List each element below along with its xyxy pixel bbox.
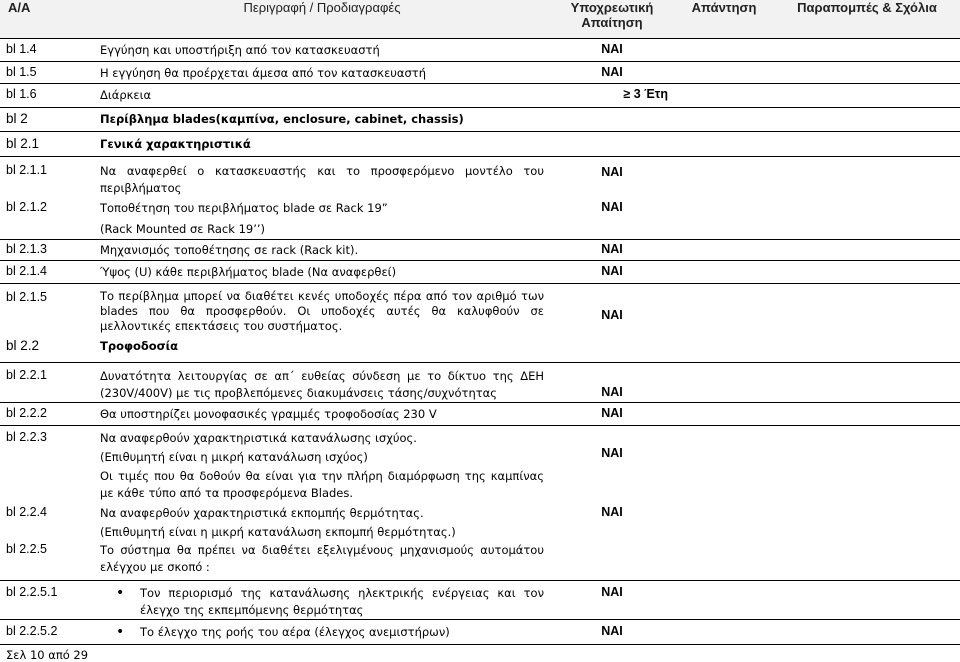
row-references [774, 363, 960, 403]
row-description [94, 83, 550, 107]
row-id: bl 2.2.4 [6, 505, 48, 519]
row-text: Να αναφερθεί ο κατασκευαστής και το προσφερόμενο μοντέλο του περιβλήματος [100, 163, 544, 195]
row-description [94, 107, 550, 131]
table-row [0, 542, 960, 580]
bullet-list [100, 624, 544, 641]
row-answer [674, 426, 774, 503]
bullet-item: • Τον περιορισμό της κατανάλωσης ηλεκτρικής ενέργειας και τον έλεγχο της εκπεμπόμενης θερμότητας [100, 585, 544, 619]
row-description [94, 338, 550, 363]
table-header-row [0, 0, 960, 38]
row-answer [674, 363, 774, 403]
table-row [0, 502, 960, 542]
row-description [94, 542, 550, 580]
row-required: ΝΑΙ [550, 61, 674, 83]
table-row [0, 83, 960, 107]
row-id: bl 2.1.3 [0, 240, 94, 261]
row-required: ΝΑΙ [601, 505, 623, 519]
row-required: ΝΑΙ [550, 240, 674, 261]
row-description [94, 197, 550, 240]
row-references [774, 61, 960, 83]
row-references [774, 131, 960, 156]
row-text: Να αναφερθούν χαρακτηριστικά εκπομπής θερμότητας. [100, 506, 424, 520]
row-text: Οι τιμές που θα δοθούν θα είναι για την πλήρη διαμόρφωση της καμπίνας με κάθε τύπο από τα προσφερόμενα Blades. [100, 469, 544, 500]
row-references [774, 240, 960, 261]
row-text: Περίβλημα blades(καμπίνα, enclosure, cabinet, chassis) [100, 111, 464, 126]
row-required [550, 542, 674, 580]
row-id: bl 2 [0, 107, 94, 131]
row-references [774, 542, 960, 580]
table-row [0, 240, 960, 261]
row-references [774, 619, 960, 644]
row-answer [674, 61, 774, 83]
row-references [774, 502, 960, 542]
row-answer [674, 580, 774, 619]
row-answer [674, 542, 774, 580]
row-id: bl 1.6 [0, 83, 94, 107]
row-id: bl 1.5 [0, 61, 94, 83]
row-answer [674, 156, 774, 197]
table-row [0, 284, 960, 338]
row-references [774, 338, 960, 363]
row-id: bl 2.2.5.2 [0, 619, 94, 644]
row-answer [674, 403, 774, 426]
row-text: Τοποθέτηση του περιβλήματος blade σε Rack 19” [100, 200, 388, 215]
table-row [0, 156, 960, 197]
row-text: (Rack Mounted σε Rack 19’’) [100, 221, 265, 236]
header-required [550, 0, 674, 38]
row-references [774, 426, 960, 503]
row-text: Θα υποστηρίζει μονοφασικές γραμμές τροφοδοσίας 230 V [100, 407, 437, 421]
row-description [94, 363, 550, 403]
row-description [94, 403, 550, 426]
row-id: bl 2.1.5 [6, 290, 48, 304]
row-description [94, 61, 550, 83]
row-description [94, 240, 550, 261]
row-text: Γενικά χαρακτηριστικά [100, 136, 251, 151]
row-id: bl 2.2.1 [0, 363, 94, 403]
row-required: ΝΑΙ [601, 446, 623, 460]
table-row [0, 580, 960, 619]
row-text: Ύψος (U) κάθε περιβλήματος blade (Να αναφερθεί) [100, 265, 397, 279]
row-text: (Επιθυμητή είναι η μικρή κατανάλωση εκπομπή θερμότητας.) [100, 525, 456, 539]
row-text: Το περίβλημα μπορεί να διαθέτει κενές υποδοχές πέρα από τον αριθμό των blades που θα προσφερθούν. Οι υποδοχές αυτές θα καλυφθούν σε μελλοντικές επεκτάσεις του συστήματος. [100, 289, 544, 333]
header-description: Περιγραφή / Προδιαγραφές [94, 0, 550, 38]
row-text: Να αναφερθούν χαρακτηριστικά κατανάλωσης ισχύος. [100, 431, 417, 445]
row-answer [674, 107, 774, 131]
row-answer [674, 197, 774, 240]
row-description [94, 502, 550, 542]
row-answer [674, 284, 774, 338]
row-description [94, 426, 550, 503]
row-references [774, 197, 960, 240]
row-text: Η εγγύηση θα προέρχεται άμεσα από τον κατασκευαστή [100, 65, 427, 80]
row-references [774, 261, 960, 284]
header-answer: Απάντηση [674, 0, 774, 38]
row-answer [674, 38, 774, 61]
row-required: ΝΑΙ [550, 261, 674, 284]
row-references [774, 156, 960, 197]
table-row [0, 338, 960, 363]
table-row [0, 107, 960, 131]
row-text: Διάρκεια [100, 87, 152, 102]
table-row [0, 403, 960, 426]
table-row [0, 197, 960, 240]
row-id: bl 2.1.1 [6, 162, 48, 177]
row-required: ΝΑΙ [550, 197, 674, 240]
header-references: Παραπομπές & Σχόλια [774, 0, 960, 38]
row-description [94, 156, 550, 197]
row-answer [674, 619, 774, 644]
row-answer [674, 240, 774, 261]
row-text: Μηχανισμός τοποθέτησης σε rack (Rack kit). [100, 243, 359, 257]
row-description [94, 284, 550, 338]
row-id: bl 2.1.4 [0, 261, 94, 284]
row-required: ΝΑΙ [550, 403, 674, 426]
row-id: bl 2.2.5 [0, 542, 94, 580]
row-required: ΝΑΙ [550, 580, 674, 619]
table-row [0, 61, 960, 83]
table-row [0, 426, 960, 503]
row-id: bl 2.2.2 [0, 403, 94, 426]
table-row [0, 131, 960, 156]
row-references [774, 38, 960, 61]
row-required [550, 338, 674, 363]
row-answer [674, 83, 774, 107]
row-id: bl 2.2 [0, 338, 94, 363]
row-answer [674, 261, 774, 284]
row-id: bl 2.2.3 [6, 430, 48, 444]
table-row [0, 261, 960, 284]
page-number: Σελ 10 από 29 [6, 648, 89, 662]
row-references [774, 107, 960, 131]
row-text: (Επιθυμητή είναι η μικρή κατανάλωση ισχύος) [100, 450, 368, 464]
row-description [94, 261, 550, 284]
row-description [94, 580, 550, 619]
row-id: bl 1.4 [0, 38, 94, 61]
row-text: Τροφοδοσία [100, 338, 179, 353]
row-required [550, 107, 674, 131]
row-references [774, 83, 960, 107]
row-references [774, 284, 960, 338]
table-row [0, 619, 960, 644]
header-required-line2: Απαίτηση [581, 15, 643, 30]
row-required: ΝΑΙ [601, 308, 623, 322]
header-required-line1: Υποχρεωτική [570, 0, 654, 15]
bullet-item: • Το έλεγχο της ροής του αέρα (έλεγχος ανεμιστήρων) [100, 624, 544, 641]
header-id: Α/Α [0, 0, 94, 38]
row-answer [674, 131, 774, 156]
row-text: Δυνατότητα λειτουργίας σε απ΄ ευθείας σύνδεση με το δίκτυο της ΔΕΗ (230V/400V) με τις προβλεπόμενες διακυμάνσεις τάσης/συχνότητας [100, 369, 544, 400]
row-id: bl 2.1.2 [0, 197, 94, 240]
row-required: ΝΑΙ [550, 619, 674, 644]
row-description [94, 38, 550, 61]
row-id: bl 2.1 [0, 131, 94, 156]
bullet-list [100, 585, 544, 619]
row-id: bl 2.2.5.1 [0, 580, 94, 619]
row-required: ΝΑΙ [550, 363, 674, 403]
row-text: Εγγύηση και υποστήριξη από τον κατασκευαστή [100, 42, 380, 57]
table-row [0, 363, 960, 403]
row-required [550, 131, 674, 156]
row-text: Το σύστημα θα πρέπει να διαθέτει εξελιγμένους μηχανισμούς αυτομάτου ελέγχου με σκοπό : [100, 543, 544, 574]
row-required: ΝΑΙ [601, 164, 623, 179]
row-description [94, 131, 550, 156]
row-required: ΝΑΙ [550, 38, 674, 61]
row-answer [674, 338, 774, 363]
row-references [774, 580, 960, 619]
row-references [774, 403, 960, 426]
row-required: ≥ 3 Έτη [550, 83, 674, 107]
row-description [94, 619, 550, 644]
row-answer [674, 502, 774, 542]
table-row [0, 38, 960, 61]
